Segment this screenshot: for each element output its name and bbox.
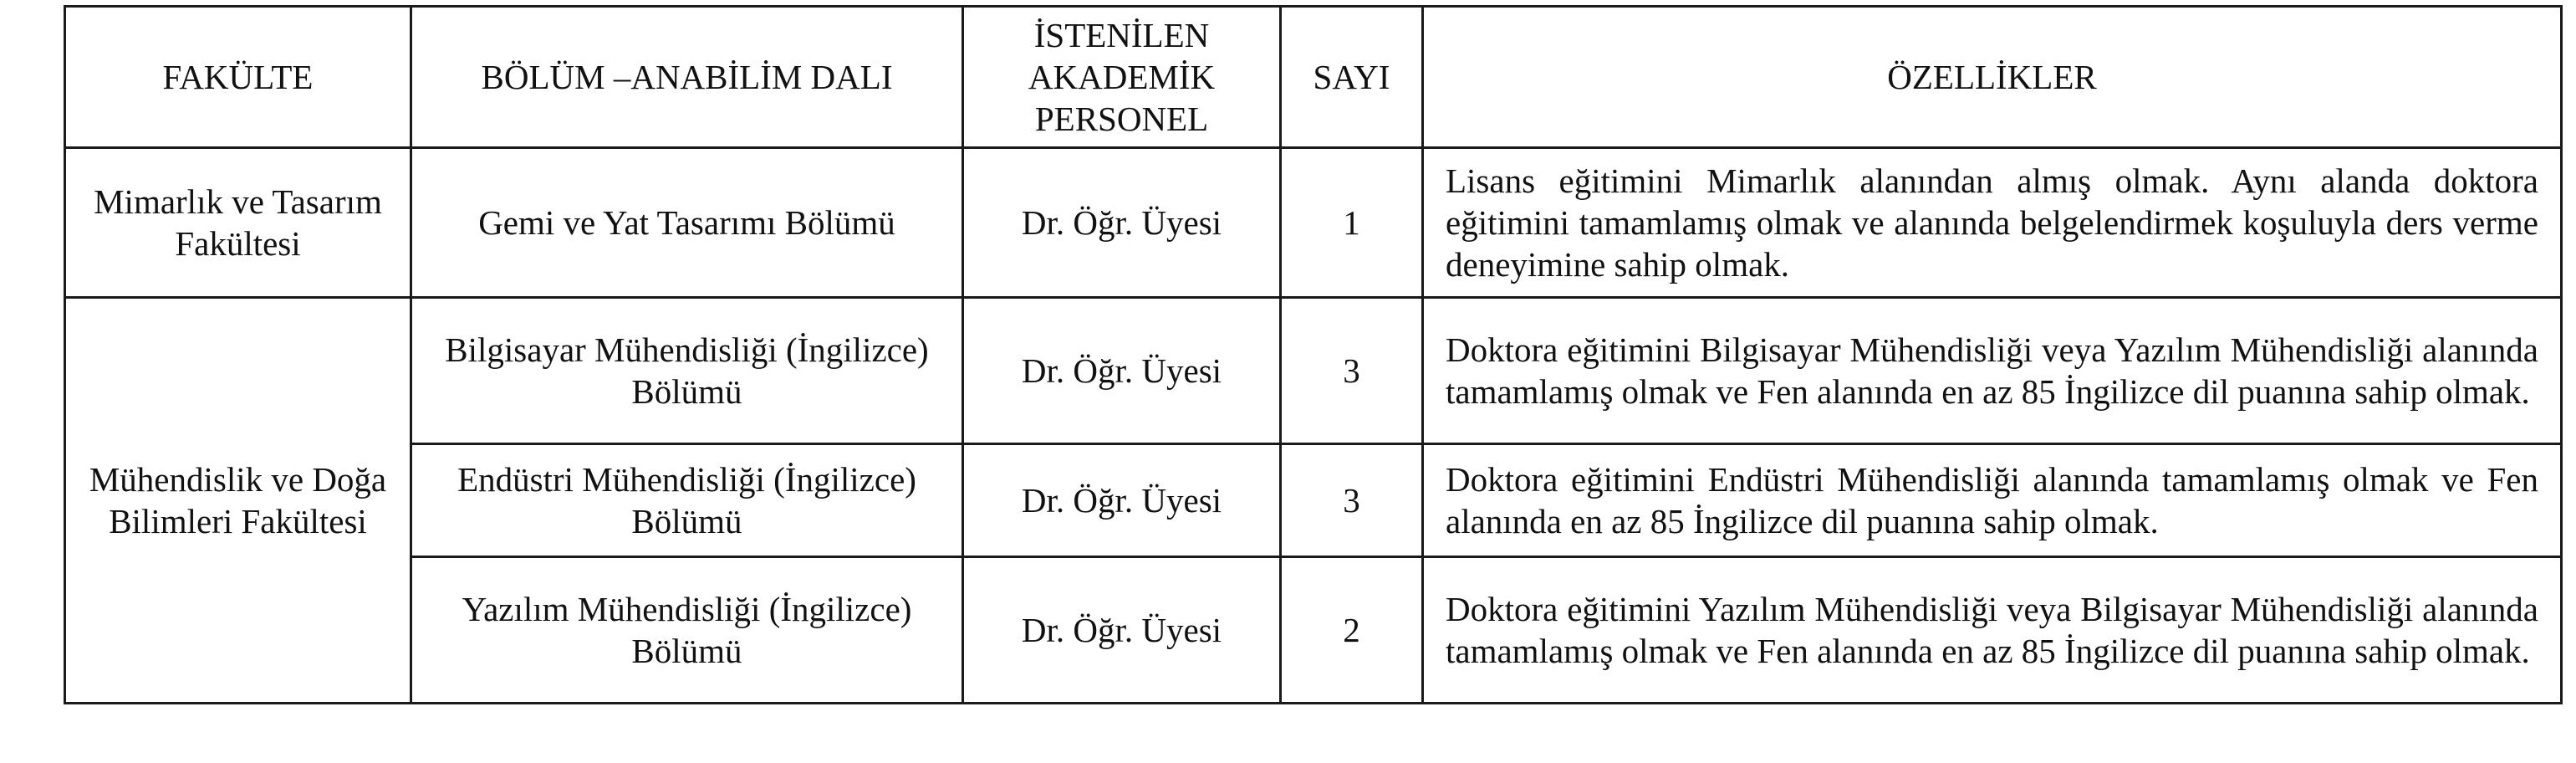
staff-cell: Dr. Öğr. Üyesi (963, 148, 1281, 298)
faculty-cell: Mimarlık ve Tasarım Fakültesi (65, 148, 411, 298)
staff-cell: Dr. Öğr. Üyesi (963, 298, 1281, 444)
staff-cell: Dr. Öğr. Üyesi (963, 444, 1281, 557)
header-count: SAYI (1281, 7, 1423, 148)
header-department: BÖLÜM –ANABİLİM DALI (411, 7, 963, 148)
faculty-cell: Mühendislik ve Doğa Bilimleri Fakültesi (65, 298, 411, 704)
features-cell: Lisans eğitimini Mimarlık alanından almış olmak. Aynı alanda doktora eğitimini tamamlamış olmak ve alanında belgelendirmek koşuluyla ders verme deneyimine sahip olmak. (1423, 148, 2562, 298)
count-cell: 3 (1281, 298, 1423, 444)
table-row (65, 148, 2562, 298)
academic-positions-table (64, 5, 2563, 704)
count-cell: 2 (1281, 557, 1423, 704)
features-cell: Doktora eğitimini Bilgisayar Mühendisliği veya Yazılım Mühendisliği alanında tamamlamış olmak ve Fen alanında en az 85 İngilizce dil puanına sahip olmak. (1423, 298, 2562, 444)
count-cell: 3 (1281, 444, 1423, 557)
count-cell: 1 (1281, 148, 1423, 298)
header-faculty: FAKÜLTE (65, 7, 411, 148)
department-cell: Bilgisayar Mühendisliği (İngilizce) Bölümü (411, 298, 963, 444)
staff-cell: Dr. Öğr. Üyesi (963, 557, 1281, 704)
department-cell: Gemi ve Yat Tasarımı Bölümü (411, 148, 963, 298)
features-cell: Doktora eğitimini Yazılım Mühendisliği veya Bilgisayar Mühendisliği alanında tamamlamış olmak ve Fen alanında en az 85 İngilizce dil puanına sahip olmak. (1423, 557, 2562, 704)
table-header-row (65, 7, 2562, 148)
department-cell: Yazılım Mühendisliği (İngilizce) Bölümü (411, 557, 963, 704)
header-requested-staff: İSTENİLEN AKADEMİK PERSONEL (963, 7, 1281, 148)
header-features: ÖZELLİKLER (1423, 7, 2562, 148)
table-row (65, 298, 2562, 444)
department-cell: Endüstri Mühendisliği (İngilizce) Bölümü (411, 444, 963, 557)
table-row (65, 557, 2562, 704)
features-cell: Doktora eğitimini Endüstri Mühendisliği alanında tamamlamış olmak ve Fen alanında en az 85 İngilizce dil puanına sahip olmak. (1423, 444, 2562, 557)
table-row (65, 444, 2562, 557)
